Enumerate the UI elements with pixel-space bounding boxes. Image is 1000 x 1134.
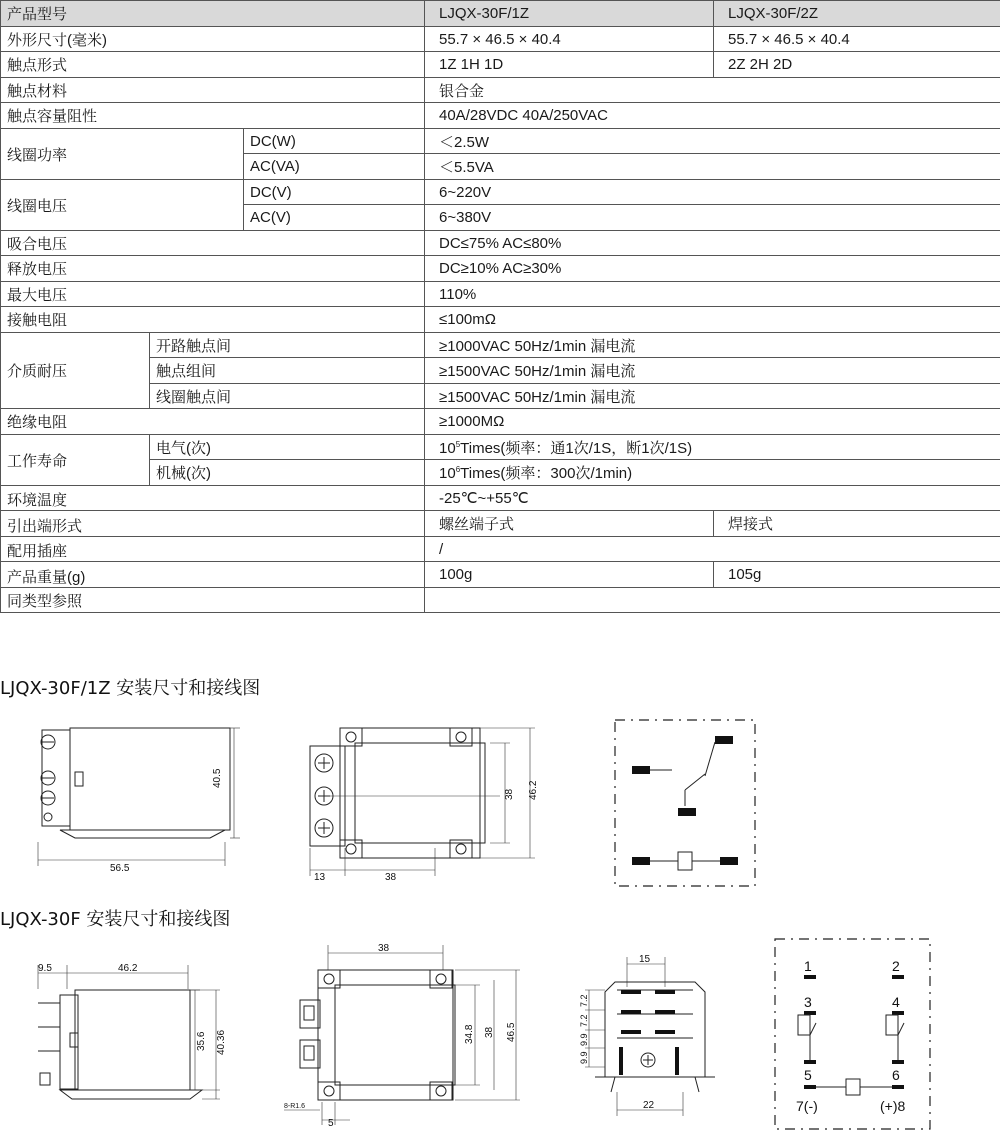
pin-1-label: 1	[804, 958, 812, 974]
dim-bottom: 22	[643, 1100, 655, 1111]
sub-label: 开路触点间	[150, 332, 425, 358]
pin-3-label: 3	[804, 994, 812, 1010]
relay-end-view-30f	[575, 952, 735, 1122]
dim-height-2: 38	[484, 1026, 495, 1038]
dim-pitch-2: 7.2	[579, 1014, 589, 1027]
row-label: 触点形式	[1, 52, 425, 78]
row-label: 最大电压	[1, 281, 425, 307]
pin-5-label: 5	[804, 1067, 812, 1083]
table-row	[1, 383, 1000, 409]
row-label: 触点材料	[1, 77, 425, 103]
wiring-diagram-1z	[610, 716, 760, 891]
cell-value: 55.7 × 46.5 × 40.4	[425, 26, 714, 52]
table-row	[1, 77, 1000, 103]
dim-offset: 9.5	[38, 963, 52, 974]
cell-value: $10^5Times$(频率：通1次/1S，断1次/1S)	[425, 434, 1000, 460]
cell-value: 6~380V	[425, 205, 1000, 231]
dim-pitch-4: 9.9	[579, 1051, 589, 1064]
table-row	[1, 179, 1000, 205]
dim-width: 56.5	[110, 863, 130, 874]
table-row	[1, 485, 1000, 511]
row-label: 接触电阻	[1, 307, 425, 333]
table-row	[1, 434, 1000, 460]
section-title-30f: LJQX-30F 安装尺寸和接线图	[0, 909, 231, 930]
cell-value: ≤100mΩ	[425, 307, 1000, 333]
cell-value: ＜2.5W	[425, 128, 1000, 154]
dim-height-2: 40.36	[216, 1029, 227, 1055]
table-row	[1, 281, 1000, 307]
sub-label: 线圈触点间	[150, 383, 425, 409]
cell-value: 6~220V	[425, 179, 1000, 205]
cell-value: 螺丝端子式	[425, 511, 714, 537]
dim-inner-height: 38	[504, 788, 515, 800]
header-label: 产品型号	[1, 1, 425, 27]
row-label: 线圈电压	[1, 179, 244, 230]
cell-value: 2Z 2H 2D	[714, 52, 1000, 78]
row-label: 绝缘电阻	[1, 409, 425, 435]
table-row	[1, 536, 1000, 562]
dim-width: 46.2	[118, 963, 138, 974]
wiring-diagram-30f	[770, 935, 940, 1133]
dim-width: 38	[378, 943, 390, 954]
cell-value: ≥1000MΩ	[425, 409, 1000, 435]
cell-value: 银合金	[425, 77, 1000, 103]
cell-value: 40A/28VDC 40A/250VAC	[425, 103, 1000, 129]
sub-label: DC(V)	[244, 179, 425, 205]
row-label: 触点容量阻性	[1, 103, 425, 129]
dim-height: 40.5	[212, 768, 223, 788]
pin-8-label: (+)8	[880, 1098, 906, 1114]
table-row	[1, 128, 1000, 154]
table-row	[1, 307, 1000, 333]
cell-value: 110%	[425, 281, 1000, 307]
table-row	[1, 562, 1000, 588]
relay-top-view-30f	[280, 940, 530, 1130]
header-model-2z: LJQX-30F/2Z	[714, 1, 1000, 27]
relay-top-view-1z	[300, 718, 560, 883]
pin-6-label: 6	[892, 1067, 900, 1083]
dim-height-3: 46.5	[506, 1022, 517, 1042]
row-label: 环境温度	[1, 485, 425, 511]
row-label: 产品重量(g)	[1, 562, 425, 588]
row-label: 外形尺寸(毫米)	[1, 26, 425, 52]
cell-value: $10^6Times$(频率：300次/1min)	[425, 460, 1000, 486]
relay-side-view-1z	[20, 720, 260, 880]
cell-value: DC≤75% AC≤80%	[425, 230, 1000, 256]
cell-value: 100g	[425, 562, 714, 588]
sub-label: 触点组间	[150, 358, 425, 384]
dim-hole: 8-R1.6	[284, 1103, 306, 1110]
pin-7-label: 7(-)	[796, 1098, 818, 1114]
table-row	[1, 332, 1000, 358]
header-model-1z: LJQX-30F/1Z	[425, 1, 714, 27]
cell-value: ≥1500VAC 50Hz/1min 漏电流	[425, 383, 1000, 409]
cell-value: /	[425, 536, 1000, 562]
cell-value: 1Z 1H 1D	[425, 52, 714, 78]
table-row	[1, 103, 1000, 129]
cell-value: DC≥10% AC≥30%	[425, 256, 1000, 282]
sub-label: AC(V)	[244, 205, 425, 231]
row-label: 释放电压	[1, 256, 425, 282]
cell-value: 55.7 × 46.5 × 40.4	[714, 26, 1000, 52]
row-label: 引出端形式	[1, 511, 425, 537]
row-label: 吸合电压	[1, 230, 425, 256]
dim-top: 15	[639, 954, 651, 965]
dim-height-1: 34.8	[464, 1024, 475, 1044]
dim-offset: 13	[314, 872, 326, 883]
sub-label: DC(W)	[244, 128, 425, 154]
table-row	[1, 230, 1000, 256]
table-row	[1, 511, 1000, 537]
cell-value: -25℃~+55℃	[425, 485, 1000, 511]
table-row	[1, 460, 1000, 486]
dim-pitch-1: 7.2	[579, 994, 589, 1007]
row-label: 线圈功率	[1, 128, 244, 179]
dim-height-1: 35.6	[196, 1031, 207, 1051]
dim-pitch-3: 9.9	[579, 1033, 589, 1046]
pin-4-label: 4	[892, 994, 900, 1010]
row-label: 工作寿命	[1, 434, 150, 485]
table-row	[1, 256, 1000, 282]
table-row	[1, 587, 1000, 613]
relay-side-view-30f	[30, 955, 230, 1125]
table-row	[1, 26, 1000, 52]
table-row	[1, 358, 1000, 384]
cell-value: ≥1000VAC 50Hz/1min 漏电流	[425, 332, 1000, 358]
pin-2-label: 2	[892, 958, 900, 974]
sub-label: 电气(次)	[150, 434, 425, 460]
table-header-row	[1, 1, 1000, 27]
dim-width: 38	[385, 872, 397, 883]
dim-pitch: 5	[328, 1118, 334, 1129]
row-label: 介质耐压	[1, 332, 150, 409]
row-label: 同类型参照	[1, 587, 425, 613]
cell-value: ＜5.5VA	[425, 154, 1000, 180]
sub-label: AC(VA)	[244, 154, 425, 180]
cell-value: 焊接式	[714, 511, 1000, 537]
cell-value: ≥1500VAC 50Hz/1min 漏电流	[425, 358, 1000, 384]
table-row	[1, 409, 1000, 435]
cell-value	[425, 587, 1000, 613]
cell-value: 105g	[714, 562, 1000, 588]
row-label: 配用插座	[1, 536, 425, 562]
table-row	[1, 52, 1000, 78]
dim-outer-height: 46.2	[528, 780, 539, 800]
sub-label: 机械(次)	[150, 460, 425, 486]
section-title-1z: LJQX-30F/1Z 安装尺寸和接线图	[0, 678, 261, 699]
